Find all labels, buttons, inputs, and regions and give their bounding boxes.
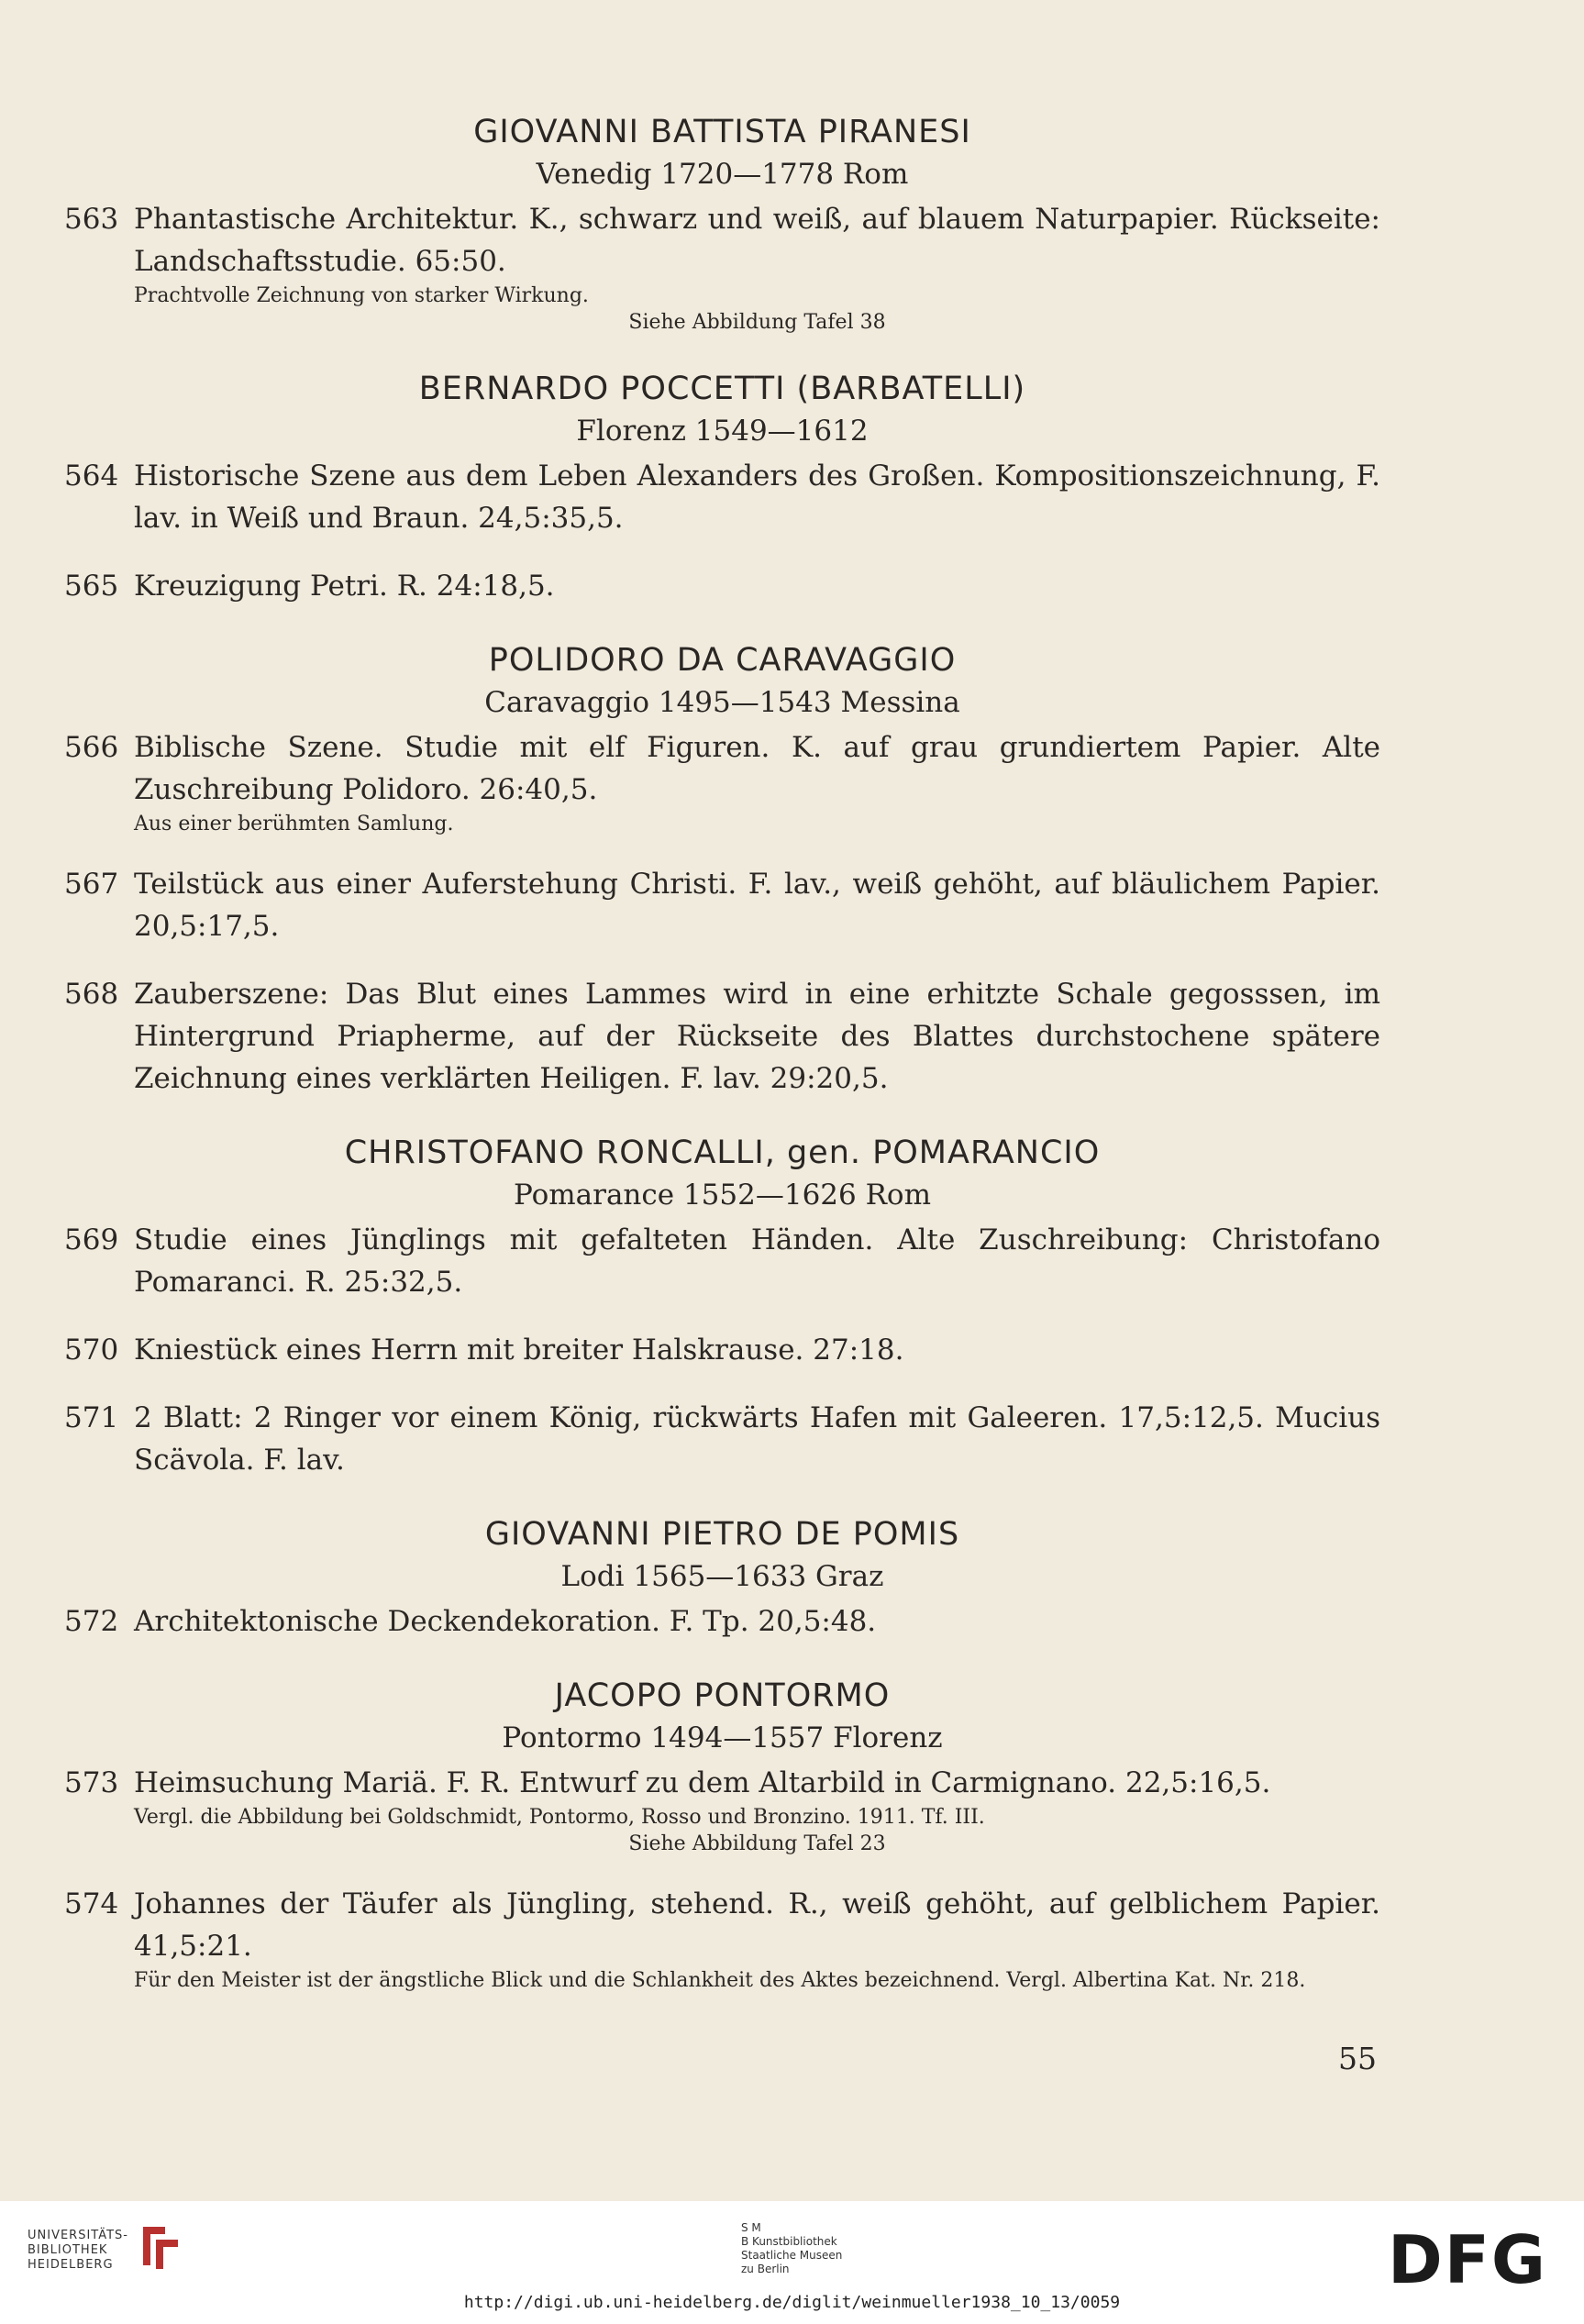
artist-life-dates: Venedig 1720—1778 Rom <box>536 158 909 191</box>
artist-heading <box>64 1674 1380 1758</box>
lot-description: Heimsuchung Mariä. F. R. Entwurf zu dem Altarbild in Carmignano. 22,5:16,5. <box>134 1766 1271 1799</box>
lot-note: Prachtvolle Zeichnung von starker Wirkung. <box>134 284 589 307</box>
lot-number: 569 <box>64 1223 119 1256</box>
artist-heading <box>64 1131 1380 1215</box>
lot-description: Teilstück aus einer Auferstehung Christi. F. lav., weiß gehöht, auf bläulichem Papier. 20,5:17,5. <box>134 868 1380 943</box>
lot-number: 571 <box>64 1401 119 1434</box>
museum-credit <box>741 2221 842 2276</box>
library-line-2: BIBLIOTHEK <box>28 2243 108 2257</box>
catalog-entry <box>64 1397 1380 1481</box>
lot-number: 565 <box>64 570 119 603</box>
artist-name: CHRISTOFANO RONCALLI, gen. POMARANCIO <box>344 1134 1101 1171</box>
lot-number: 564 <box>64 459 119 492</box>
lot-note: Vergl. die Abbildung bei Goldschmidt, Pontormo, Rosso und Bronzino. 1911. Tf. III. <box>134 1806 985 1829</box>
catalog-entry <box>64 1219 1380 1303</box>
artist-heading <box>64 110 1380 194</box>
museum-line: S M <box>741 2221 761 2234</box>
lot-number: 567 <box>64 868 119 901</box>
catalog-entry <box>64 1600 1380 1643</box>
figure-reference: Siehe Abbildung Tafel 23 <box>628 1832 886 1855</box>
museum-line: B Kunstbibliothek <box>741 2235 837 2248</box>
lot-description: Kreuzigung Petri. R. 24:18,5. <box>134 570 555 603</box>
lot-description: 2 Blatt: 2 Ringer vor einem König, rückwärts Hafen mit Galeeren. 17,5:12,5. Mucius Scävola. F. lav. <box>134 1401 1380 1477</box>
catalog-entry <box>64 1329 1380 1371</box>
catalog-entry <box>64 198 1380 336</box>
artist-name: JACOPO PONTORMO <box>554 1677 891 1714</box>
artist-name: GIOVANNI BATTISTA PIRANESI <box>473 114 971 150</box>
lot-number: 570 <box>64 1334 119 1367</box>
library-line-3: HEIDELBERG <box>28 2258 114 2272</box>
museum-line: zu Berlin <box>741 2263 790 2275</box>
lot-description: Zauberszene: Das Blut eines Lammes wird in eine erhitzte Schale gegosssen, im Hintergrund Priapherme, auf der Rückseite des Blattes durchstochene spätere Zeichnung eines verklärten Heiligen. F. lav. 29:20,5. <box>134 978 1380 1095</box>
lot-description: Studie eines Jünglings mit gefalteten Händen. Alte Zuschreibung: Christofano Pomaranci. R. 25:32,5. <box>134 1223 1380 1299</box>
catalog-entry <box>64 1883 1380 1994</box>
artist-heading <box>64 367 1380 451</box>
artist-life-dates: Caravaggio 1495—1543 Messina <box>484 686 960 719</box>
artist-name: POLIDORO DA CARAVAGGIO <box>488 642 957 679</box>
library-name <box>28 2229 128 2273</box>
catalog-entry <box>64 863 1380 947</box>
lot-number: 572 <box>64 1605 119 1638</box>
catalog-entry <box>64 726 1380 837</box>
figure-reference: Siehe Abbildung Tafel 38 <box>628 311 886 334</box>
lot-description: Historische Szene aus dem Leben Alexanders des Großen. Kompositionszeichnung, F. lav. in Weiß und Braun. 24,5:35,5. <box>134 459 1380 535</box>
artist-heading <box>64 1512 1380 1597</box>
lot-description: Phantastische Architektur. K., schwarz und weiß, auf blauem Naturpapier. Rückseite: Landschaftsstudie. 65:50. <box>134 203 1380 278</box>
lot-description: Kniestück eines Herrn mit breiter Halskrause. 27:18. <box>134 1334 904 1367</box>
artist-name: GIOVANNI PIETRO DE POMIS <box>484 1516 960 1553</box>
library-line-1: UNIVERSITÄTS- <box>28 2229 128 2242</box>
lot-note: Für den Meister ist der ängstliche Blick und die Schlankheit des Aktes bezeichnend. Vergl. Albertina Kat. Nr. 218. <box>134 1969 1306 1992</box>
lot-number: 573 <box>64 1766 119 1799</box>
artist-heading <box>64 638 1380 723</box>
lot-description: Architektonische Deckendekoration. F. Tp. 20,5:48. <box>134 1605 877 1638</box>
lot-description: Johannes der Täufer als Jüngling, stehend. R., weiß gehöht, auf gelblichem Papier. 41,5:21. <box>134 1887 1380 1963</box>
catalog-entry <box>64 973 1380 1100</box>
footer-bar <box>0 2201 1584 2324</box>
artist-life-dates: Florenz 1549—1612 <box>576 415 869 448</box>
lot-number: 563 <box>64 203 119 236</box>
catalog-entry <box>64 1762 1380 1857</box>
catalog-entry <box>64 455 1380 539</box>
catalog-content <box>64 110 1380 1994</box>
lot-number: 568 <box>64 978 119 1011</box>
catalog-entry <box>64 565 1380 607</box>
artist-life-dates: Lodi 1565—1633 Graz <box>560 1560 884 1593</box>
artist-life-dates: Pomarance 1552—1626 Rom <box>513 1179 931 1212</box>
page-number: 55 <box>1338 2041 1377 2076</box>
lot-number: 574 <box>64 1887 119 1920</box>
source-url[interactable]: http://digi.ub.uni-heidelberg.de/diglit/weinmueller1938_10_13/0059 <box>463 2293 1121 2312</box>
lot-number: 566 <box>64 731 119 764</box>
artist-life-dates: Pontormo 1494—1557 Florenz <box>502 1721 943 1754</box>
dfg-logo: DFG <box>1387 2221 1547 2298</box>
lot-note: Aus einer berühmten Samlung. <box>134 813 454 836</box>
museum-line: Staatliche Museen <box>741 2249 843 2262</box>
library-logo-icon <box>138 2221 183 2273</box>
lot-description: Biblische Szene. Studie mit elf Figuren. K. auf grau grundiertem Papier. Alte Zuschreibung Polidoro. 26:40,5. <box>134 731 1380 806</box>
artist-name: BERNARDO POCCETTI (BARBATELLI) <box>418 371 1026 407</box>
